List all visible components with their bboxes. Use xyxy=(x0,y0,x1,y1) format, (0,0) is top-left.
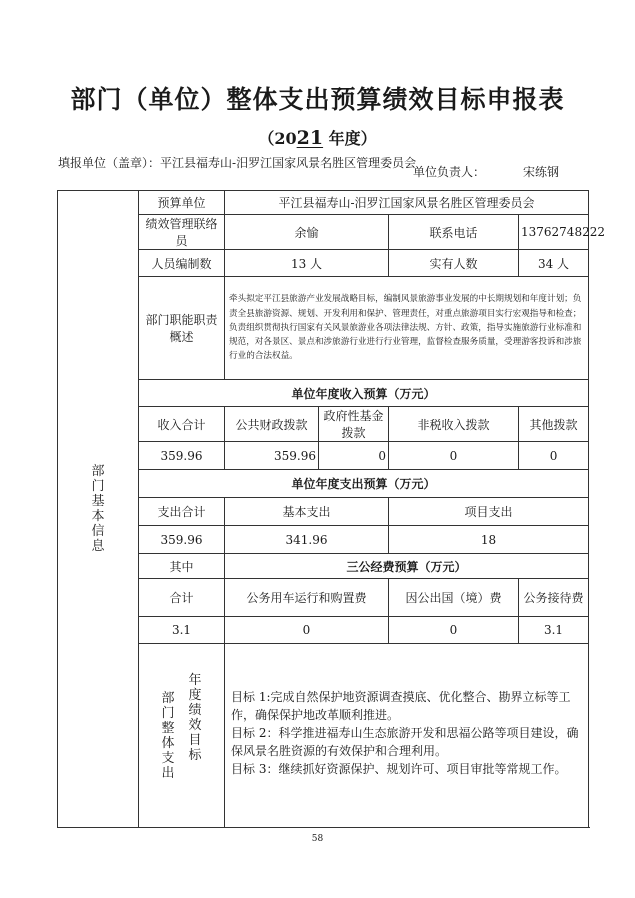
year-prefix: （20 xyxy=(258,129,297,148)
basic-info-section-label xyxy=(58,191,139,828)
three-public-value-abroad: 0 xyxy=(389,617,519,644)
duty-text: 牵头拟定平江县旅游产业发展战略目标，编制风景旅游事业发展的中长期规划和年度计划；负责全县旅游资源、规划、开发利用和保护、管理责任，对重点旅游项目实行宏观指导和检查；负责组织贯彻执行国家有关风景旅游业各项法律法规、方针、政策，指导实施旅游行业标准和规范，对各景区、景点和涉旅游行业进行行业管理，监督检查服务质量，受理游客投诉和涉旅行业的合法权益。 xyxy=(225,277,589,380)
fill-unit-name: 平江县福寿山-汨罗江国家风景名胜区管理委员会 xyxy=(160,156,417,170)
budget-unit-value: 平江县福寿山-汨罗江国家风景名胜区管理委员会 xyxy=(225,191,589,215)
income-value-total: 359.96 xyxy=(139,442,225,470)
goals-section-label xyxy=(139,644,225,828)
year-line xyxy=(0,126,635,149)
page-title: 部门（单位）整体支出预算绩效目标申报表 xyxy=(70,85,565,114)
basic-info-label xyxy=(91,464,104,554)
three-public-value-car: 0 xyxy=(225,617,389,644)
staff-quota-value: 13 人 xyxy=(225,250,389,277)
budget-unit-row xyxy=(58,191,589,215)
goal-item: 目标 2：科学推进福寿山生态旅游开发和思福公路等项目建设，确保风景名胜资源的有效保护和合理利用。 xyxy=(231,726,579,758)
income-value-public: 359.96 xyxy=(225,442,319,470)
expense-value-total: 359.96 xyxy=(139,526,225,554)
three-public-value-reception: 3.1 xyxy=(519,617,589,644)
goals-label-right xyxy=(189,673,202,781)
goals-label-right-char: 目 xyxy=(188,732,202,748)
expense-value-basic: 341.96 xyxy=(225,526,389,554)
year-underlined: 21 xyxy=(296,127,324,149)
budget-unit-label: 预算单位 xyxy=(139,191,225,215)
goals-label-right-char: 绩 xyxy=(188,702,202,718)
goals-label-left-char: 体 xyxy=(161,735,175,751)
income-value-fund: 0 xyxy=(319,442,389,470)
contact-label: 绩效管理联络员 xyxy=(139,215,225,250)
income-value-other: 0 xyxy=(519,442,589,470)
actual-staff-label: 实有人数 xyxy=(389,250,519,277)
basic-info-label-char: 信 xyxy=(91,524,105,539)
head-name: 宋练钢 xyxy=(523,165,560,179)
goal-item: 目标 3：继续抓好资源保护、规划许可、项目审批等常规工作。 xyxy=(231,762,567,776)
income-header-other: 其他拨款 xyxy=(519,407,589,442)
year-suffix: 年度） xyxy=(323,129,377,148)
goals-label-left xyxy=(161,691,174,781)
fill-unit-label: 填报单位（盖章）： xyxy=(58,156,161,170)
three-public-header-total: 合计 xyxy=(139,579,225,617)
expense-header-basic: 基本支出 xyxy=(225,498,389,526)
three-public-header-abroad: 因公出国（境）费 xyxy=(389,579,519,617)
goals-label-left-char: 整 xyxy=(161,720,175,736)
three-public-header-car: 公务用车运行和购置费 xyxy=(225,579,389,617)
three-public-header-reception: 公务接待费 xyxy=(519,579,589,617)
expense-heading: 单位年度支出预算（万元） xyxy=(139,470,589,498)
income-heading: 单位年度收入预算（万元） xyxy=(139,380,589,407)
basic-info-label-char: 息 xyxy=(91,539,105,554)
income-header-nontax: 非税收入拨款 xyxy=(389,407,519,442)
basic-info-label-char: 门 xyxy=(91,479,105,494)
duty-label: 部门职能职责概述 xyxy=(139,277,225,380)
goal-item: 目标 1:完成自然保护地资源调查摸底、优化整合、勘界立标等工作，确保保护地改革顺利推进。 xyxy=(231,690,571,722)
basic-info-label-char: 部 xyxy=(91,464,105,479)
basic-info-label-char: 本 xyxy=(91,509,105,524)
actual-staff-value: 34 人 xyxy=(519,250,589,277)
among-label: 其中 xyxy=(139,554,225,579)
fill-unit xyxy=(58,155,418,171)
phone-value: 13762748222 xyxy=(519,215,589,250)
income-header-fund: 政府性基金拨款 xyxy=(319,407,389,442)
expense-header-total: 支出合计 xyxy=(139,498,225,526)
page-number: 58 xyxy=(311,834,324,844)
goals-label-left-char: 部 xyxy=(161,690,175,706)
goals-label-right-char: 年 xyxy=(188,672,202,688)
goals-label-left-char: 出 xyxy=(161,765,175,781)
phone-label: 联系电话 xyxy=(389,215,519,250)
goals-label-right-char: 标 xyxy=(188,747,202,763)
goals-label-right-char: 效 xyxy=(188,717,202,733)
goals-label-right-char: 度 xyxy=(188,687,202,703)
goals-label-left-char: 支 xyxy=(161,750,175,766)
three-public-value-total: 3.1 xyxy=(139,617,225,644)
goals-label-left-char: 门 xyxy=(161,705,175,721)
income-header-public: 公共财政拨款 xyxy=(225,407,319,442)
expense-value-project: 18 xyxy=(389,526,589,554)
contact-name: 余愉 xyxy=(225,215,389,250)
expense-header-project: 项目支出 xyxy=(389,498,589,526)
income-value-nontax: 0 xyxy=(389,442,519,470)
basic-info-label-char: 基 xyxy=(91,494,105,509)
income-header-total: 收入合计 xyxy=(139,407,225,442)
three-public-heading: 三公经费预算（万元） xyxy=(225,554,589,579)
performance-table xyxy=(57,190,605,828)
head-label: 单位负责人： xyxy=(413,165,486,179)
goals-content xyxy=(225,644,589,828)
staff-quota-label: 人员编制数 xyxy=(139,250,225,277)
